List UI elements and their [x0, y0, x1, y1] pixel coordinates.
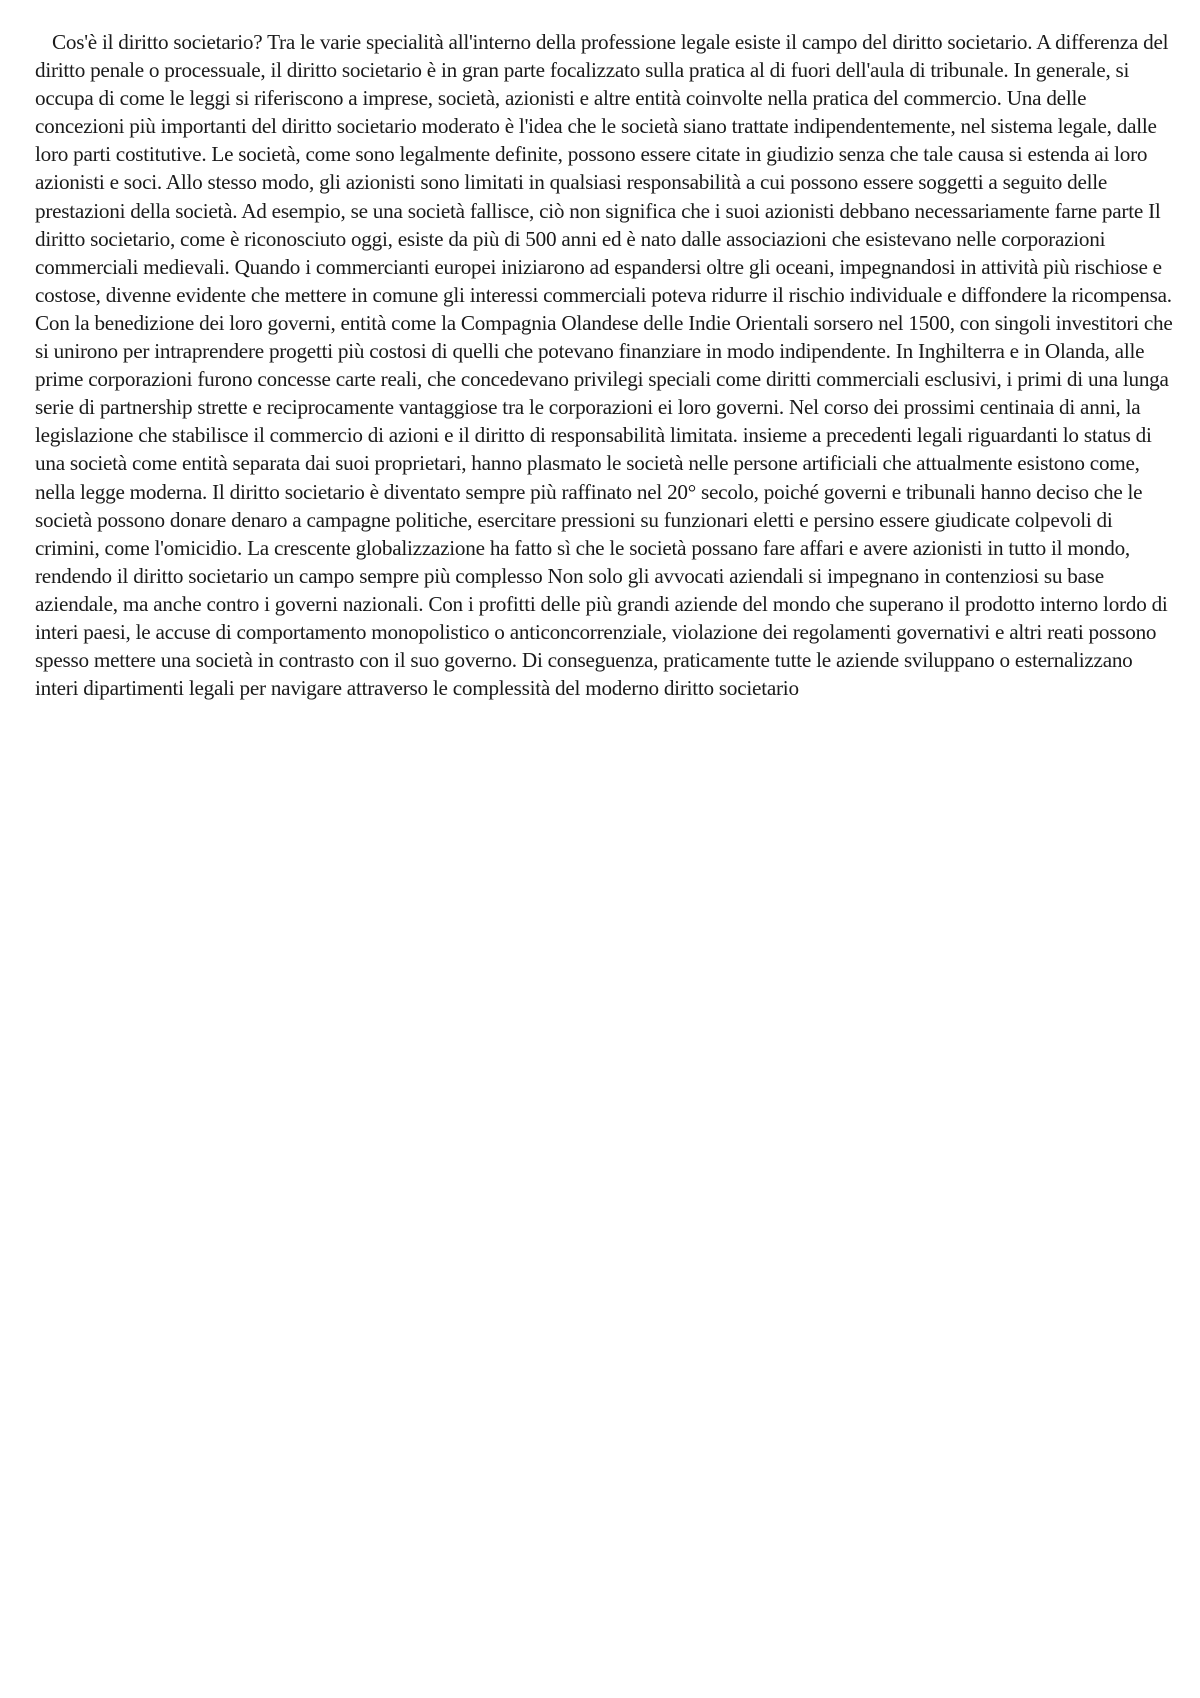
body-paragraph: Cos'è il diritto societario? Tra le varie specialità all'interno della professione legale esiste il campo del diritto societario. A differenza del diritto penale o processuale, il diritto societario è in gran parte focalizzato sulla pratica al di fuori dell'aula di tribunale. In generale, si occupa di come le leggi si riferiscono a imprese, società, azionisti e altre entità coinvolte nella pratica del commercio. Una delle concezioni più importanti del diritto societario moderato è l'idea che le società siano trattate indipendentemente, nel sistema legale, dalle loro parti costitutive. Le società, come sono legalmente definite, possono essere citate in giudizio senza che tale causa si estenda ai loro azionisti e soci. Allo stesso modo, gli azionisti sono limitati in qualsiasi responsabilità a cui possono essere soggetti a seguito delle prestazioni della società. Ad esempio, se una società fallisce, ciò non significa che i suoi azionisti debbano necessariamente farne parte Il diritto societario, come è riconosciuto oggi, esiste da più di 500 anni ed è nato dalle associazioni che esistevano nelle corporazioni commerciali medievali. Quando i commercianti europei iniziarono ad espandersi oltre gli oceani, impegnandosi in attività più rischiose e costose, divenne evidente che mettere in comune gli interessi commerciali poteva ridurre il rischio individuale e diffondere la ricompensa. Con la benedizione dei loro governi, entità come la Compagnia Olandese delle Indie Orientali sorsero nel 1500, con singoli investitori che si unirono per intraprendere progetti più costosi di quelli che potevano finanziare in modo indipendente. In Inghilterra e in Olanda, alle prime corporazioni furono concesse carte reali, che concedevano privilegi speciali come diritti commerciali esclusivi, i primi di una lunga serie di partnership strette e reciprocamente vantaggiose tra le corporazioni ei loro governi. Nel corso dei prossimi centinaia di anni, la legislazione che stabilisce il commercio di azioni e il diritto di responsabilità limitata. insieme a precedenti legali riguardanti lo status di una società come entità separata dai suoi proprietari, hanno plasmato le società nelle persone artificiali che attualmente esistono come, nella legge moderna. Il diritto societario è diventato sempre più raffinato nel 20° secolo, poiché governi e tribunali hanno deciso che le società possono donare denaro a campagne politiche, esercitare pressioni su funzionari eletti e persino essere giudicate colpevoli di crimini, come l'omicidio. La crescente globalizzazione ha fatto sì che le società possano fare affari e avere azionisti in tutto il mondo, rendendo il diritto societario un campo sempre più complesso Non solo gli avvocati aziendali si impegnano in contenziosi su base aziendale, ma anche contro i governi nazionali. Con i profitti delle più grandi aziende del mondo che superano il prodotto interno lordo di interi paesi, le accuse di comportamento monopolistico o anticoncorrenziale, violazione dei regolamenti governativi e altri reati possono spesso mettere una società in contrasto con il suo governo. Di conseguenza, praticamente tutte le aziende sviluppano o esternalizzano interi dipartimenti legali per navigare attraverso le complessità del moderno diritto societario: [35, 30, 1173, 701]
